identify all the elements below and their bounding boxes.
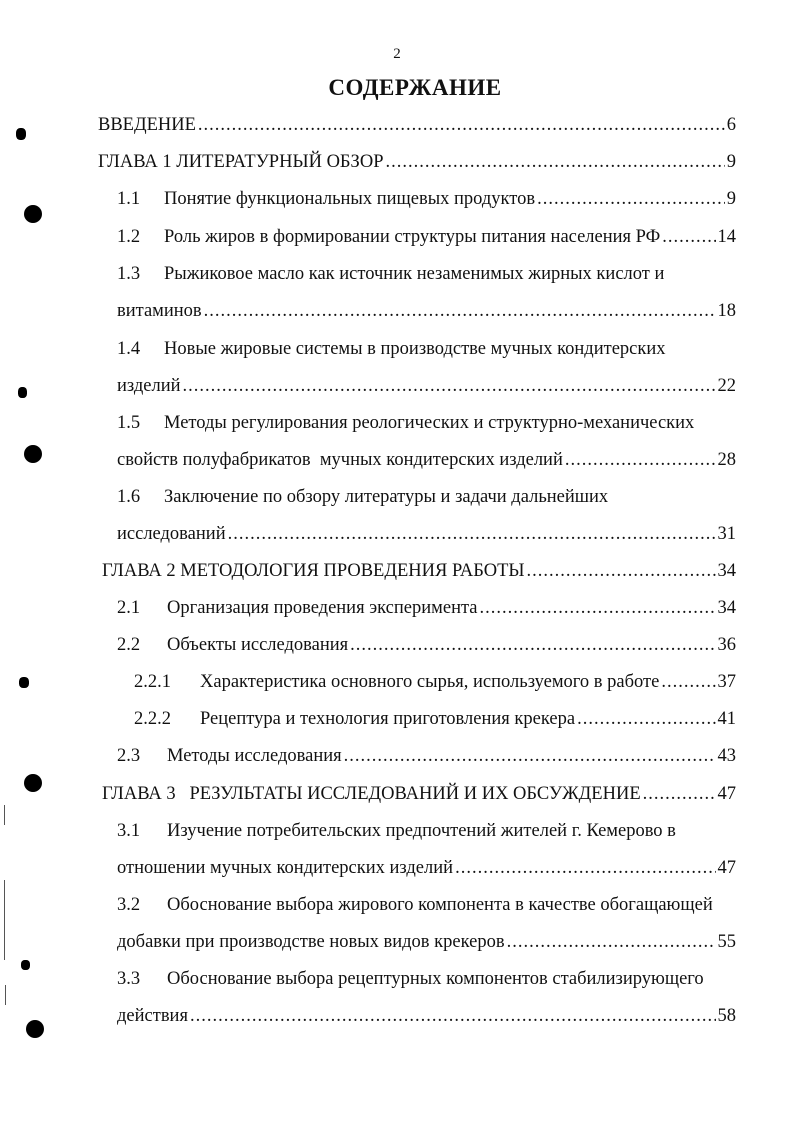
toc-entry-text-continued: действия [117,1006,188,1026]
toc-entry-text: Рецептура и технология приготовления крекера [200,709,576,729]
toc-page-number: 31 [717,524,736,544]
toc-entry-3-2-line1[interactable] [117,895,713,916]
scan-speck [21,960,30,970]
page-number: 2 [393,46,401,62]
toc-page-number: 55 [717,932,736,952]
punch-hole-mark [24,774,42,792]
scan-speck [16,128,26,140]
toc-section-number: 2.2 [117,635,141,655]
toc-entry-chapter-2[interactable] [102,561,736,582]
toc-section-number: 3.2 [117,895,141,915]
toc-section-number: 1.4 [117,339,141,359]
toc-entry-1-6-line1[interactable] [117,487,608,508]
toc-entry-text: Новые жировые системы в производстве мучных кондитерских [164,339,666,359]
toc-entry-text-continued: исследований [117,524,226,544]
dot-leader [385,152,724,173]
toc-entry-text: Рыжиковое масло как источник незаменимых жирных кислот и [164,264,665,284]
toc-section-number: 1.3 [117,264,141,284]
toc-section-number: 1.1 [117,189,141,209]
toc-entry-text: Заключение по обзору литературы и задачи дальнейших [164,487,609,507]
toc-entry-text: ГЛАВА 1 ЛИТЕРАТУРНЫЙ ОБЗОР [98,152,384,172]
toc-entry-1-6-line2[interactable] [117,524,736,545]
toc-entry-text: Методы регулирования реологических и структурно-механических [164,413,695,433]
toc-entry-1-4-line2[interactable] [117,376,736,397]
scan-edge-line [4,805,5,825]
dot-leader [480,598,716,619]
toc-entry-2-2-2[interactable] [134,709,736,730]
toc-page-number: 9 [726,189,736,209]
toc-page-number: 34 [717,561,736,581]
toc-entry-1-3-line2[interactable] [117,301,736,322]
toc-entry-1-1[interactable] [117,189,736,210]
toc-section-number: 3.1 [117,821,141,841]
punch-hole-mark [24,205,42,223]
toc-page-number: 18 [717,301,736,321]
toc-entry-text-continued: отношении мучных кондитерских изделий [117,858,454,878]
toc-page-number: 43 [717,746,736,766]
toc-page-number: 47 [717,858,736,878]
toc-entry-text: Объекты исследования [167,635,349,655]
toc-section-number: 1.2 [117,227,141,247]
dot-leader [577,709,715,730]
dot-leader [661,672,715,693]
toc-entry-3-1-line2[interactable] [117,858,736,879]
toc-section-number: 3.3 [117,969,141,989]
toc-entry-2-3[interactable] [117,746,736,767]
dot-leader [350,635,715,656]
toc-entry-text: Изучение потребительских предпочтений жителей г. Кемерово в [167,821,676,841]
toc-entry-text: Роль жиров в формировании структуры питания населения РФ [164,227,661,247]
toc-page-number: 41 [717,709,736,729]
toc-section-number: 2.2.2 [134,709,171,729]
toc-page-number: 14 [717,227,736,247]
toc-page-number: 36 [717,635,736,655]
toc-entry-2-2-1[interactable] [134,672,736,693]
toc-page-number: 37 [717,672,736,692]
dot-leader [198,115,725,136]
toc-entry-2-2[interactable] [117,635,736,656]
toc-page-number: 47 [717,784,736,804]
toc-entry-text: Организация проведения эксперимента [167,598,478,618]
toc-entry-text: Обоснование выбора рецептурных компонентов стабилизирующего [167,969,704,989]
toc-entry-text: Методы исследования [167,746,342,766]
toc-page-number: 58 [717,1006,736,1026]
toc-section-number: 2.1 [117,598,141,618]
toc-entry-text: ВВЕДЕНИЕ [98,115,196,135]
toc-entry-text-continued: свойств полуфабрикатов мучных кондитерских изделий [117,450,563,470]
scan-speck [19,677,29,688]
toc-section-number: 1.5 [117,413,141,433]
toc-page-number: 9 [726,152,736,172]
punch-hole-mark [26,1020,44,1038]
toc-entry-chapter-1[interactable] [98,152,736,173]
toc-entry-chapter-3[interactable] [102,784,736,805]
scan-edge-line [4,880,5,960]
dot-leader [183,376,716,397]
dot-leader [455,858,715,879]
toc-entry-text-continued: изделий [117,376,181,396]
toc-page-number: 6 [726,115,736,135]
toc-entry-3-2-line2[interactable] [117,932,736,953]
toc-entry-text: ГЛАВА 3 РЕЗУЛЬТАТЫ ИССЛЕДОВАНИЙ И ИХ ОБСУЖДЕНИЕ [102,784,641,804]
toc-entry-3-1-line1[interactable] [117,821,676,842]
toc-entry-1-5-line1[interactable] [117,413,694,434]
toc-entry-text: Характеристика основного сырья, используемого в работе [200,672,660,692]
scan-edge-line [5,985,6,1005]
toc-entry-1-3-line1[interactable] [117,264,664,285]
dot-leader [228,524,716,545]
toc-section-number: 1.6 [117,487,141,507]
toc-page-number: 22 [717,376,736,396]
toc-entry-3-3-line1[interactable] [117,969,704,990]
toc-entry-1-4-line1[interactable] [117,339,666,360]
toc-entry-introduction[interactable] [98,115,736,136]
toc-section-number: 2.2.1 [134,672,171,692]
dot-leader [527,561,716,582]
toc-entry-1-5-line2[interactable] [117,450,736,471]
toc-entry-1-2[interactable] [117,227,736,248]
dot-leader [204,301,716,322]
toc-page-number: 28 [717,450,736,470]
dot-leader [507,932,716,953]
dot-leader [662,227,715,248]
dot-leader [537,189,725,210]
toc-entry-3-3-line2[interactable] [117,1006,736,1027]
page-title: СОДЕРЖАНИЕ [328,75,502,100]
toc-entry-text: ГЛАВА 2 МЕТОДОЛОГИЯ ПРОВЕДЕНИЯ РАБОТЫ [102,561,525,581]
toc-entry-text-continued: добавки при производстве новых видов крекеров [117,932,505,952]
toc-section-number: 2.3 [117,746,141,766]
dot-leader [190,1006,716,1027]
toc-entry-text: Обоснование выбора жирового компонента в качестве обогащающей [167,895,713,915]
scan-speck [18,387,27,398]
dot-leader [643,784,716,805]
toc-entry-text: Понятие функциональных пищевых продуктов [164,189,536,209]
toc-entry-2-1[interactable] [117,598,736,619]
toc-entry-text-continued: витаминов [117,301,202,321]
dot-leader [344,746,716,767]
punch-hole-mark [24,445,42,463]
dot-leader [565,450,716,471]
toc-page-number: 34 [717,598,736,618]
